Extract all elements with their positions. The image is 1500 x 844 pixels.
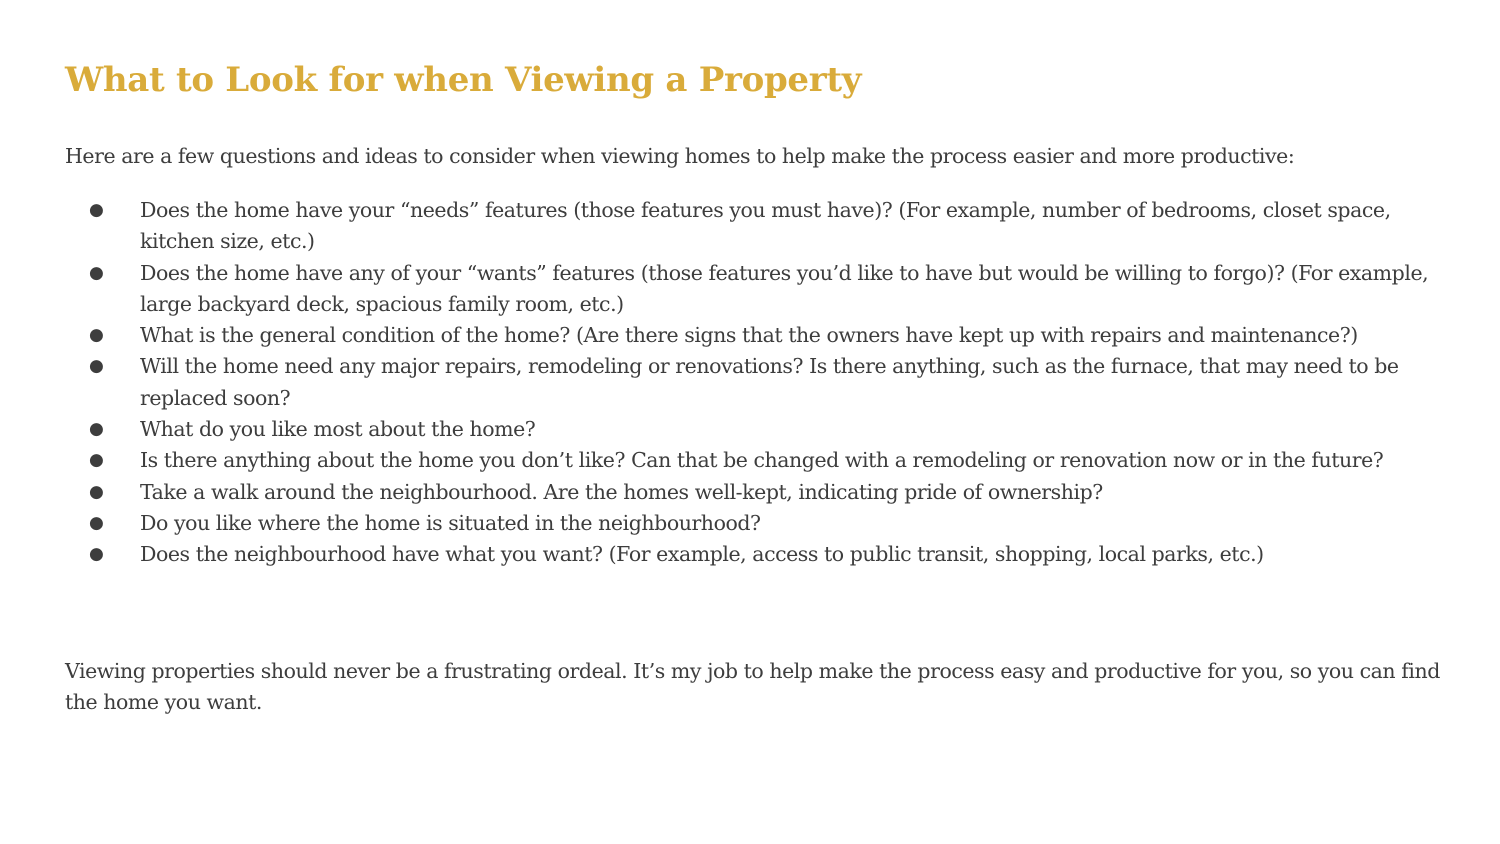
list-item-text: Is there anything about the home you don’t like? Can that be changed with a remodeling or renovation now or in the future? <box>140 448 1384 473</box>
list-item <box>65 351 1445 414</box>
list-item <box>65 539 1445 570</box>
bullet-icon: ● <box>89 512 104 533</box>
bullet-icon: ● <box>89 544 104 565</box>
list-item <box>65 258 1445 321</box>
bullet-icon: ● <box>89 262 104 283</box>
bullet-icon: ● <box>89 419 104 440</box>
list-item-text: Does the home have your “needs” features (those features you must have)? (For example, number of bedrooms, closet space, kitchen size, etc.) <box>140 198 1391 254</box>
bullet-icon: ● <box>89 200 104 220</box>
list-item-text: What is the general condition of the home? (Are there signs that the owners have kept up with repairs and maintenance?) <box>140 323 1358 348</box>
list-item <box>65 477 1445 508</box>
list-item-text: Will the home need any major repairs, remodeling or renovations? Is there anything, such as the furnace, that may need to be replaced soon? <box>140 354 1399 410</box>
list-item <box>65 195 1445 258</box>
intro-paragraph: Here are a few questions and ideas to consider when viewing homes to help make the process easier and more productive: <box>65 144 1295 168</box>
list-item <box>65 508 1445 539</box>
list-item-text: What do you like most about the home? <box>140 417 536 442</box>
bullet-icon: ● <box>89 356 104 377</box>
list-item-text: Do you like where the home is situated in the neighbourhood? <box>140 510 761 535</box>
closing-paragraph: Viewing properties should never be a frustrating ordeal. It’s my job to help make the process easy and productive for you, so you can find the home you want. <box>65 659 1440 715</box>
bullet-icon: ● <box>89 325 104 346</box>
list-item <box>65 414 1445 445</box>
list-item <box>65 445 1445 476</box>
bullet-icon: ● <box>89 481 104 502</box>
bullet-list <box>65 195 1445 571</box>
list-item-text: Does the neighbourhood have what you want? (For example, access to public transit, shopping, local parks, etc.) <box>140 542 1264 567</box>
list-item <box>65 320 1445 351</box>
page-title: What to Look for when Viewing a Property <box>65 60 862 100</box>
list-item-text: Take a walk around the neighbourhood. Are the homes well-kept, indicating pride of ownership? <box>140 479 1103 504</box>
list-item-text: Does the home have any of your “wants” features (those features you’d like to have but would be willing to forgo)? (For example, large backyard deck, spacious family room, etc.) <box>140 260 1429 316</box>
bullet-icon: ● <box>89 450 104 471</box>
